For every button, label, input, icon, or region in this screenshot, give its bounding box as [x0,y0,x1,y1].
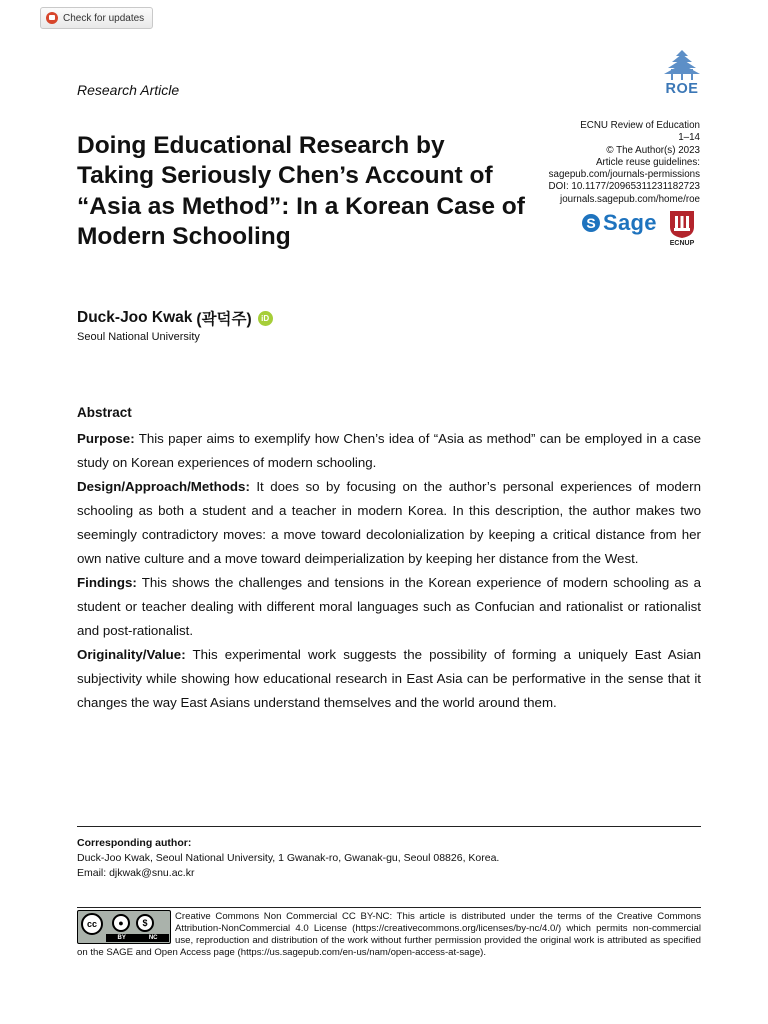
check-for-updates-button[interactable] [40,7,153,29]
abstract [77,403,701,715]
noncommercial-icon: $ [136,914,154,932]
author-affiliation: Seoul National University [77,331,200,343]
attribution-icon: ● [112,914,130,932]
abstract-heading: Abstract [77,405,132,420]
corresponding-email[interactable]: Email: djkwak@snu.ac.kr [77,867,195,879]
crossmark-icon [46,12,58,24]
cc-by-label: BY [117,935,126,941]
corresponding-author [77,836,701,881]
abstract-methods: Design/Approach/Methods: It does so by focusing on the author’s personal experiences of modern schooling as both a student and a teacher in modern Korea. In this description, the author makes two seemingly contradictory moves: a move toward decolonialization by keeping a critical distance from her own native culture and a move toward deimperialization by keeping her distance from the West. [77,479,701,566]
sage-logo-text: Sage [603,210,657,235]
reuse-label: Article reuse guidelines: [595,156,700,168]
abstract-originality: Originality/Value: This experimental work suggests the possibility of forming a uniquely East Asian subjectivity while showing how educational research in East Asia can be performative in the sense that it changes the way East Asians understand themselves and the world around them. [77,647,701,710]
author-name: Duck-Joo Kwak [77,309,193,326]
sage-logo [582,210,657,236]
footer-divider [77,826,701,827]
journal-pages: 1–14 [678,132,700,144]
license-divider [77,907,701,908]
journal-home-link[interactable]: journals.sagepub.com/home/roe [560,193,700,205]
page-title: Doing Educational Research by Taking Seriously Chen’s Account of “Asia as Method”: In a Korean Case of Modern Schooling [77,132,525,250]
author-native-name: (곽덕주) [196,311,252,328]
license-text-block [77,911,701,959]
license-text: Creative Commons Non Commercial CC BY-NC: This article is distributed under the terms of the Creative Commons Attribution-NonCommercial 4.0 License (https://creativecommons.org/licenses/by-nc/4.0/) which permits non-commercial use, reproduction and distribution of the work without further permission provided the original work is attributed as specified on the SAGE and Open Access page (https://us.sagepub.com/en-us/nam/open-access-at-sage). [77,911,701,958]
ecnup-logo-icon [667,209,697,239]
corresponding-address: Duck-Joo Kwak, Seoul National University, 1 Gwanak-ro, Gwanak-gu, Seoul 08826, Korea. [77,852,500,864]
cc-icon: cc [81,913,103,935]
journal-name: ECNU Review of Education [580,120,700,131]
abstract-findings: Findings: This shows the challenges and tensions in the Korean experience of modern schooling as a student or teacher dealing with different moral languages such as Confucian and rationalist or rationalist and post-rationalist. [77,575,701,638]
journal-info [480,120,700,206]
journal-copyright: © The Author(s) 2023 [606,144,700,156]
doi-link[interactable]: DOI: 10.1177/20965311231182723 [548,181,700,193]
corresponding-label: Corresponding author: [77,837,192,849]
author-line [77,307,273,329]
check-for-updates-label: Check for updates [63,12,145,24]
reuse-link[interactable]: sagepub.com/journals-permissions [548,169,700,181]
sage-logo-icon: S [582,214,600,232]
abstract-purpose: Purpose: This paper aims to exemplify how Chen’s idea of “Asia as method” can be employed in a case study on Korean experiences of modern schooling. [77,431,701,470]
cc-nc-label: NC [148,935,158,941]
orcid-icon[interactable]: iD [258,311,273,326]
ecnup-logo-text: ECNUP [669,240,695,247]
roe-logo-text: ROE [665,81,699,97]
article-type: Research Article [77,82,180,98]
